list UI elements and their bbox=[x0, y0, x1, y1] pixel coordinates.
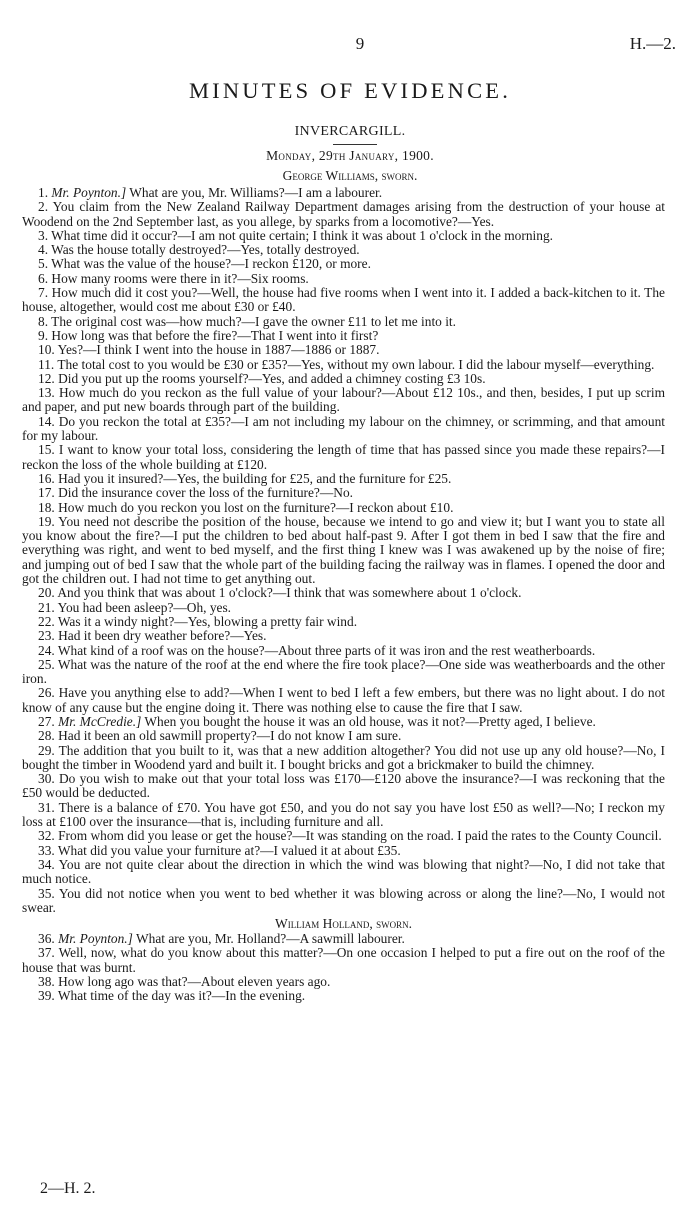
question-text: What kind of a roof was on the house?—About three parts of it was iron and the rest weatherboards. bbox=[57, 642, 596, 658]
question-text: What are you, Mr. Holland?—A sawmill labourer. bbox=[132, 931, 405, 947]
question-text: You did not notice when you went to bed whether it was blowing across or along the line?—No, I would not swear. bbox=[22, 885, 665, 915]
question-text: You claim from the New Zealand Railway Department damages arising from the destruction of your house at Woodend on the 2nd September last, as you allege, by sparks from a locomotive?—Yes. bbox=[22, 199, 665, 229]
question-number: 10. bbox=[38, 342, 55, 358]
question-answer bbox=[22, 729, 665, 743]
question-number: 39. bbox=[38, 988, 55, 1004]
question-text: There is a balance of £70. You have got £50, and you do not say you have lost £50 as well?—No; I reckon my loss at £100 over the insurance—that is, including furniture and all. bbox=[22, 799, 665, 830]
question-text: Did you put up the rooms yourself?—Yes, and added a chimney costing £3 10s. bbox=[58, 370, 486, 386]
question-answer bbox=[22, 989, 665, 1003]
question-answer bbox=[22, 200, 665, 229]
question-answer bbox=[22, 629, 665, 643]
question-answer bbox=[22, 946, 665, 975]
question-number: 24. bbox=[38, 642, 55, 658]
question-number: 31. bbox=[38, 799, 55, 815]
question-text: How much did it cost you?—Well, the house had five rooms when I went into it. I added a back-kitchen to it. The house, altogether, would cost me about £30 or £40. bbox=[22, 285, 665, 315]
question-text: The original cost was—how much?—I gave the owner £11 to let me into it. bbox=[51, 313, 457, 329]
question-text: Yes?—I think I went into the house in 1887—1886 or 1887. bbox=[57, 342, 380, 358]
question-text: Had it been an old sawmill property?—I do not know I am sure. bbox=[58, 728, 402, 744]
question-answer bbox=[22, 372, 665, 386]
question-text: Have you anything else to add?—When I went to bed I left a few embers, but there was no light about. I do not know of any cause but the engine doing it. There was nothing else to cause the fire that I saw. bbox=[22, 685, 665, 715]
question-text: What time did it occur?—I am not quite certain; I think it was about 1 o'clock in the morning. bbox=[51, 227, 553, 243]
question-number: 1. bbox=[38, 185, 49, 200]
question-number: 38. bbox=[38, 974, 55, 990]
speaker-name: Mr. McCredie.] bbox=[58, 713, 142, 729]
page-number: 9 bbox=[355, 34, 365, 53]
question-answer bbox=[22, 658, 665, 687]
question-text: From whom did you lease or get the house?—It was standing on the road. I paid the rates to the County Council. bbox=[58, 828, 662, 844]
question-number: 17. bbox=[38, 485, 55, 501]
question-answer bbox=[22, 315, 665, 329]
question-answer bbox=[22, 272, 665, 286]
question-text: The addition that you built to it, was that a new addition altogether? You did not use up any old house?—No, I bought the timber in Woodend yard and built it. I bought bricks and got a brickmaker to build the chimney. bbox=[22, 742, 665, 772]
question-text: You are not quite clear about the direction in which the wind was blowing that night?—No, I did not take that much notice. bbox=[22, 856, 665, 887]
question-number: 15. bbox=[38, 442, 55, 458]
question-number: 20. bbox=[38, 585, 55, 601]
question-text: How long was that before the fire?—That I went into it first? bbox=[51, 327, 379, 343]
question-text: How much do you reckon you lost on the furniture?—I reckon about £10. bbox=[58, 499, 454, 515]
question-text: How much do you reckon as the full value of your labour?—About £12 10s., and then, besides, I put up scrim and paper, and put new boards through part of the building. bbox=[22, 385, 665, 415]
question-number: 35. bbox=[38, 885, 55, 901]
question-text: Do you reckon the total at £35?—I am not including my labour on the chimney, or scrimming, and that amount for my labour. bbox=[22, 413, 665, 444]
question-answer bbox=[22, 715, 665, 729]
question-text: When you bought the house it was an old house, was it not?—Pretty aged, I believe. bbox=[141, 713, 596, 729]
question-text: What was the value of the house?—I reckon £120, or more. bbox=[51, 256, 371, 272]
question-answer bbox=[22, 343, 665, 357]
question-text: I want to know your total loss, considering the length of time that has passed since you made these repairs?—I reckon the loss of the whole building at £120. bbox=[22, 442, 665, 472]
question-answer bbox=[22, 744, 665, 773]
question-text: Was it a windy night?—Yes, blowing a pretty fair wind. bbox=[57, 613, 358, 629]
question-number: 13. bbox=[38, 385, 55, 401]
question-number: 22. bbox=[38, 613, 55, 629]
question-answer bbox=[22, 829, 665, 843]
question-answer bbox=[22, 329, 665, 343]
paper-code: H.—2. bbox=[629, 34, 676, 53]
date-line: Monday, 29th January, 1900. bbox=[266, 148, 434, 163]
question-answer bbox=[22, 975, 665, 989]
question-number: 32. bbox=[38, 828, 55, 844]
question-number: 27. bbox=[38, 713, 55, 729]
question-answer bbox=[22, 443, 665, 472]
question-number: 21. bbox=[38, 599, 55, 615]
question-number: 19. bbox=[38, 513, 55, 529]
question-answer bbox=[22, 257, 665, 271]
question-number: 23. bbox=[38, 628, 55, 644]
question-number: 29. bbox=[38, 742, 55, 758]
witness-sworn-line: George Williams, sworn. bbox=[282, 168, 418, 183]
question-answer bbox=[22, 472, 665, 486]
question-answer bbox=[22, 358, 665, 372]
question-number: 2. bbox=[38, 199, 49, 215]
question-text: And you think that was about 1 o'clock?—I think that was somewhere about 1 o'clock. bbox=[57, 585, 522, 601]
question-text: Well, now, what do you know about this matter?—On one occasion I helped to put a fire out on the roof of the house that was burnt. bbox=[22, 945, 665, 975]
question-number: 14. bbox=[38, 413, 55, 429]
question-number: 30. bbox=[38, 771, 55, 787]
question-text: You need not describe the position of the house, because we intend to go and view it; but I want you to state all you know about the fire?—I put the children to bed about half-past 9. After I got them in bed I saw that the fire and everything was right, and went to bed myself, and the first thing I knew was I was awakened up by the noise of fire; and jumping out of bed I saw that the whole part of the building facing the railway was in flames. I opened the door and got the children out. I had not time to get anything out. bbox=[22, 513, 665, 587]
question-number: 36. bbox=[38, 931, 55, 947]
question-answer bbox=[22, 644, 665, 658]
divider bbox=[333, 144, 377, 145]
question-text: What are you, Mr. Williams?—I am a labourer. bbox=[126, 185, 383, 200]
question-number: 18. bbox=[38, 499, 55, 515]
question-text: How long ago was that?—About eleven years ago. bbox=[58, 974, 331, 990]
question-text: Had it been dry weather before?—Yes. bbox=[58, 628, 267, 644]
question-answer bbox=[22, 286, 665, 315]
question-text: Was the house totally destroyed?—Yes, totally destroyed. bbox=[51, 242, 360, 258]
question-answer bbox=[22, 386, 665, 415]
question-text: You had been asleep?—Oh, yes. bbox=[57, 599, 232, 615]
question-number: 8. bbox=[38, 313, 49, 329]
question-number: 11. bbox=[38, 356, 55, 372]
question-number: 28. bbox=[38, 728, 55, 744]
witness-sworn-line: William Holland, sworn. bbox=[275, 916, 412, 932]
question-number: 34. bbox=[38, 856, 55, 872]
question-number: 7. bbox=[38, 285, 49, 301]
question-number: 12. bbox=[38, 370, 55, 386]
question-answer bbox=[22, 686, 665, 715]
question-text: How many rooms were there in it?—Six rooms. bbox=[51, 270, 309, 286]
question-text: What was the nature of the roof at the end where the fire took place?—One side was weatherboards and the other iron. bbox=[22, 656, 665, 687]
question-number: 26. bbox=[38, 685, 55, 701]
question-text: Do you wish to make out that your total loss was £170—£120 above the insurance?—I was reckoning that the £50 would be deducted. bbox=[22, 771, 665, 801]
question-answer bbox=[22, 858, 665, 887]
question-number: 3. bbox=[38, 227, 49, 243]
place-heading: INVERCARGILL. bbox=[294, 124, 406, 139]
question-answer bbox=[22, 772, 665, 801]
question-answer bbox=[22, 615, 665, 629]
question-answer bbox=[22, 932, 665, 946]
question-number: 5. bbox=[38, 256, 49, 272]
question-answer bbox=[22, 601, 665, 615]
question-answer bbox=[22, 501, 665, 515]
question-answer bbox=[22, 243, 665, 257]
question-answer bbox=[22, 229, 665, 243]
question-text: Did the insurance cover the loss of the furniture?—No. bbox=[58, 485, 353, 501]
question-number: 37. bbox=[38, 945, 55, 961]
question-number: 9. bbox=[38, 327, 49, 343]
question-number: 16. bbox=[38, 470, 55, 486]
question-text: What did you value your furniture at?—I valued it at about £35. bbox=[57, 842, 401, 858]
question-answer bbox=[22, 515, 665, 586]
page-title: MINUTES OF EVIDENCE. bbox=[188, 78, 512, 103]
page-signature: 2—H. 2. bbox=[40, 1180, 96, 1197]
question-number: 4. bbox=[38, 242, 49, 258]
question-number: 33. bbox=[38, 842, 55, 858]
question-answer bbox=[22, 887, 665, 916]
question-answer bbox=[22, 486, 665, 500]
question-number: 25. bbox=[38, 656, 55, 672]
evidence-body bbox=[22, 186, 665, 1004]
question-answer bbox=[22, 801, 665, 830]
speaker-name: Mr. Poynton.] bbox=[58, 931, 133, 947]
speaker-name: Mr. Poynton.] bbox=[51, 185, 127, 200]
question-answer bbox=[22, 844, 665, 858]
question-text: Had you it insured?—Yes, the building for £25, and the furniture for £25. bbox=[58, 470, 452, 486]
question-number: 6. bbox=[38, 270, 49, 286]
question-answer bbox=[22, 186, 665, 200]
question-text: The total cost to you would be £30 or £35?—Yes, without my own labour. I did the labour myself—everything. bbox=[57, 356, 655, 372]
question-text: What time of the day was it?—In the evening. bbox=[57, 988, 306, 1004]
question-answer bbox=[22, 415, 665, 444]
question-answer bbox=[22, 586, 665, 600]
